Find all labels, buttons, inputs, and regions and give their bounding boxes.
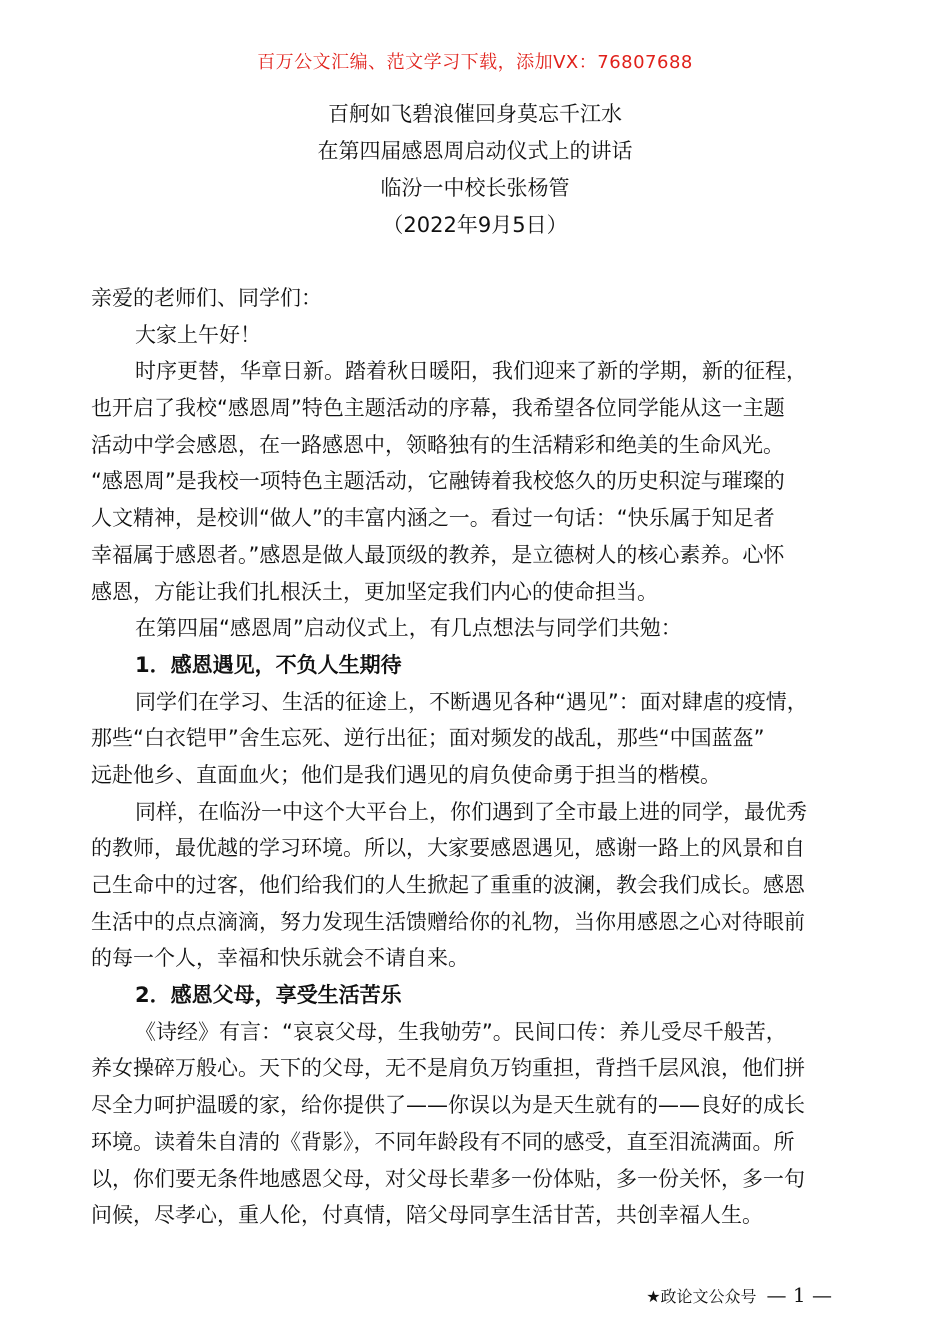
body-line: 生活中的点点滴滴，努力发现生活馈赠给你的礼物，当你用感恩之心对待眼前 <box>91 909 805 934</box>
body-line: 尽全力呵护温暖的家，给你提供了——你误以为是天生就有的——良好的成长 <box>91 1093 805 1118</box>
section-heading-1: 1．感恩遇见，不负人生期待 <box>135 652 402 677</box>
body-line: 同学们在学习、生活的征途上，不断遇见各种“遇见”：面对肆虐的疫情， <box>135 689 808 714</box>
page-number: — 1 — <box>766 1283 832 1307</box>
footer-source: ★政论文公众号 <box>646 1287 757 1306</box>
body-line: 以，你们要无条件地感恩父母，对父母长辈多一份体贴，多一份关怀，多一句 <box>91 1166 805 1191</box>
body-line: 感恩，方能让我们扎根沃土，更加坚定我们内心的使命担当。 <box>91 579 658 604</box>
body-line: 也开启了我校“感恩周”特色主题活动的序幕，我希望各位同学能从这一主题 <box>91 396 785 421</box>
watermark-text: 百万公文汇编、范文学习下载，添加VX：76807688 <box>257 52 693 73</box>
body-line: 时序更替，华章日新。踏着秋日暖阳，我们迎来了新的学期，新的征程， <box>135 359 807 384</box>
speech-subtitle: 在第四届感恩周启动仪式上的讲话 <box>317 139 633 163</box>
body-line: 《诗经》有言：“哀哀父母，生我劬劳”。民间口传：养儿受尽千般苦， <box>135 1019 787 1044</box>
body-line: 那些“白衣铠甲”舍生忘死、逆行出征；面对频发的战乱，那些“中国蓝盔” <box>91 726 765 751</box>
page-footer <box>646 1283 832 1307</box>
body-line: 环境。读着朱自清的《背影》，不同年龄段有不同的感受，直至泪流满面。所 <box>91 1129 795 1154</box>
body-line: 的每一个人，幸福和快乐就会不请自来。 <box>91 946 469 971</box>
body-line: “感恩周”是我校一项特色主题活动，它融铸着我校悠久的历史积淀与璀璨的 <box>91 469 785 494</box>
body-line: 人文精神，是校训“做人”的丰富内涵之一。看过一句话：“快乐属于知足者 <box>91 506 775 531</box>
body-line: 活动中学会感恩，在一路感恩中，领略独有的生活精彩和绝美的生命风光。 <box>91 432 784 457</box>
speech-body <box>91 280 881 1234</box>
title-block <box>0 96 950 244</box>
body-line: 幸福属于感恩者。”感恩是做人最顶级的教养，是立德树人的核心素养。心怀 <box>91 542 785 567</box>
body-line: 在第四届“感恩周”启动仪式上，有几点想法与同学们共勉： <box>135 616 682 641</box>
body-line: 问候，尽孝心，重人伦，付真情，陪父母同享生活甘苦，共创幸福人生。 <box>91 1203 763 1228</box>
body-line: 远赴他乡、直面血火；他们是我们遇见的肩负使命勇于担当的楷模。 <box>91 762 721 787</box>
section-heading-2: 2．感恩父母，享受生活苦乐 <box>135 983 402 1008</box>
body-line: 同样，在临汾一中这个大平台上，你们遇到了全市最上进的同学，最优秀 <box>135 799 807 824</box>
body-line: 的教师，最优越的学习环境。所以，大家要感恩遇见，感谢一路上的风景和自 <box>91 836 805 861</box>
speech-title: 百舸如飞碧浪催回身莫忘千江水 <box>328 102 622 126</box>
salutation: 亲爱的老师们、同学们： <box>91 286 322 310</box>
speaker-line: 临汾一中校长张杨管 <box>380 176 570 200</box>
body-line: 己生命中的过客，他们给我们的人生掀起了重重的波澜，教会我们成长。感恩 <box>91 873 805 897</box>
greeting: 大家上午好！ <box>135 322 261 347</box>
date-line: （2022年9月5日） <box>382 213 568 237</box>
body-line: 养女操碎万般心。天下的父母，无不是肩负万钧重担，背挡千层风浪，他们拼 <box>91 1056 805 1081</box>
